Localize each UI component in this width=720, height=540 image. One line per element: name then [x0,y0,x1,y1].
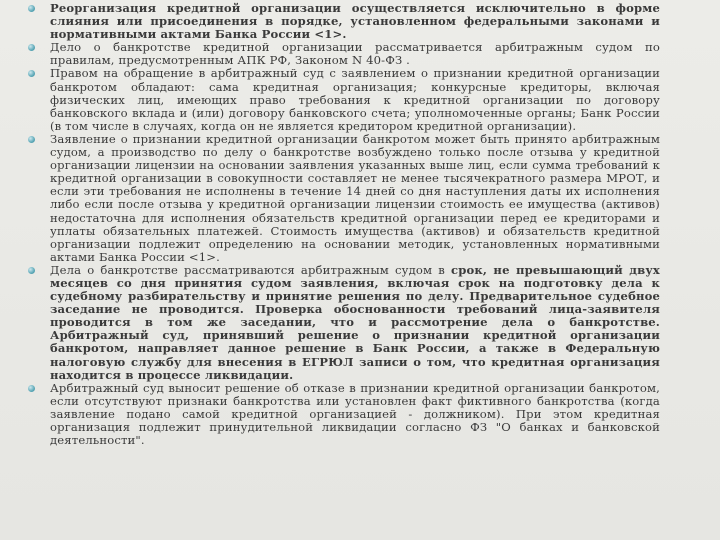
bullet-item-terms [24,264,660,382]
bullet-text: Дело о банкротстве кредитной организации рассматривается арбитражным судом по правилам, предусмотренным АПК РФ, Законом N 40-ФЗ . [50,40,660,68]
bullet-dot-icon [28,44,35,51]
bullet-text-bold: срок, не превышающий двух месяцев со дня принятия судом заявления, включая срок на подготовку дела к судебному разбирательству и принятие решения по делу. Предварительное судебное заседание не проводится. Проверка обоснованности требований лица-заявителя проводится в том же заседании, что и рассмотрение дела о банкротстве. Арбитражный суд, принявший решение о признании кредитной организации банкротом, направляет данное решение в Банк России, а также в Федеральную налоговую службу для внесения в ЕГРЮЛ записи о том, что кредитная организация находится в процессе ликвидации. [50,262,660,382]
bullet-dot-icon [28,5,35,12]
bullet-item-application [24,133,660,264]
bullet-text: Арбитражный суд выносит решение об отказе в признании кредитной организации банкротом, если отсутствуют признаки банкротства или установлен факт фиктивного банкротства (когда заявление подано самой кредитной организацией - должником). При этом кредитная организация подлежит принудительной ликвидации согласно ФЗ "О банках и банковской деятельности". [50,380,660,448]
bullet-item-bankruptcy-case [24,41,660,67]
bullet-text-regular: Дела о банкротстве рассматриваются арбитражным судом в [50,262,451,277]
bullet-item-refusal [24,382,660,447]
bullet-dot-icon [28,70,35,77]
bullet-dot-icon [28,136,35,143]
bullet-item-reorganization [24,2,660,41]
bullet-list [24,2,660,447]
bullet-text: Реорганизация кредитной организации осуществляется исключительно в форме слияния или присоединения в порядке, установленном федеральными законами и нормативными актами Банка России <1>. [50,1,660,42]
bullet-text: Заявление о признании кредитной организации банкротом может быть принято арбитражным судом, а производство по делу о банкротстве возбуждено только после отзыва у кредитной организации лицензии на основании заявления указанных выше лиц, если сумма требований к кредитной организации в совокупности составляет не менее тысячекратного размера МРОТ, и если эти требования не исполнены в течение 14 дней со дня наступления даты их исполнения либо если после отзыва у кредитной организации лицензии стоимость ее имущества (активов) недостаточна для исполнения обязательств кредитной организации перед ее кредиторами и уплаты обязательных платежей. Стоимость имущества (активов) и обязательств кредитной организации подлежит определению на основании методик, установленных нормативными актами Банка России <1>. [50,131,660,264]
bullet-text: Правом на обращение в арбитражный суд с заявлением о признании кредитной организации банкротом обладают: сама кредитная организация; конкурсные кредиторы, включая физических лиц, имеющих право требования к кредитной организации по договору банковского вклада и (или) договору банковского счета; уполномоченные органы; Банк России (в том числе в случаях, когда он не является кредитором кредитной организации). [50,66,660,133]
bullet-dot-icon [28,267,35,274]
bullet-item-right-to-apply [24,67,660,132]
bullet-dot-icon [28,385,35,392]
